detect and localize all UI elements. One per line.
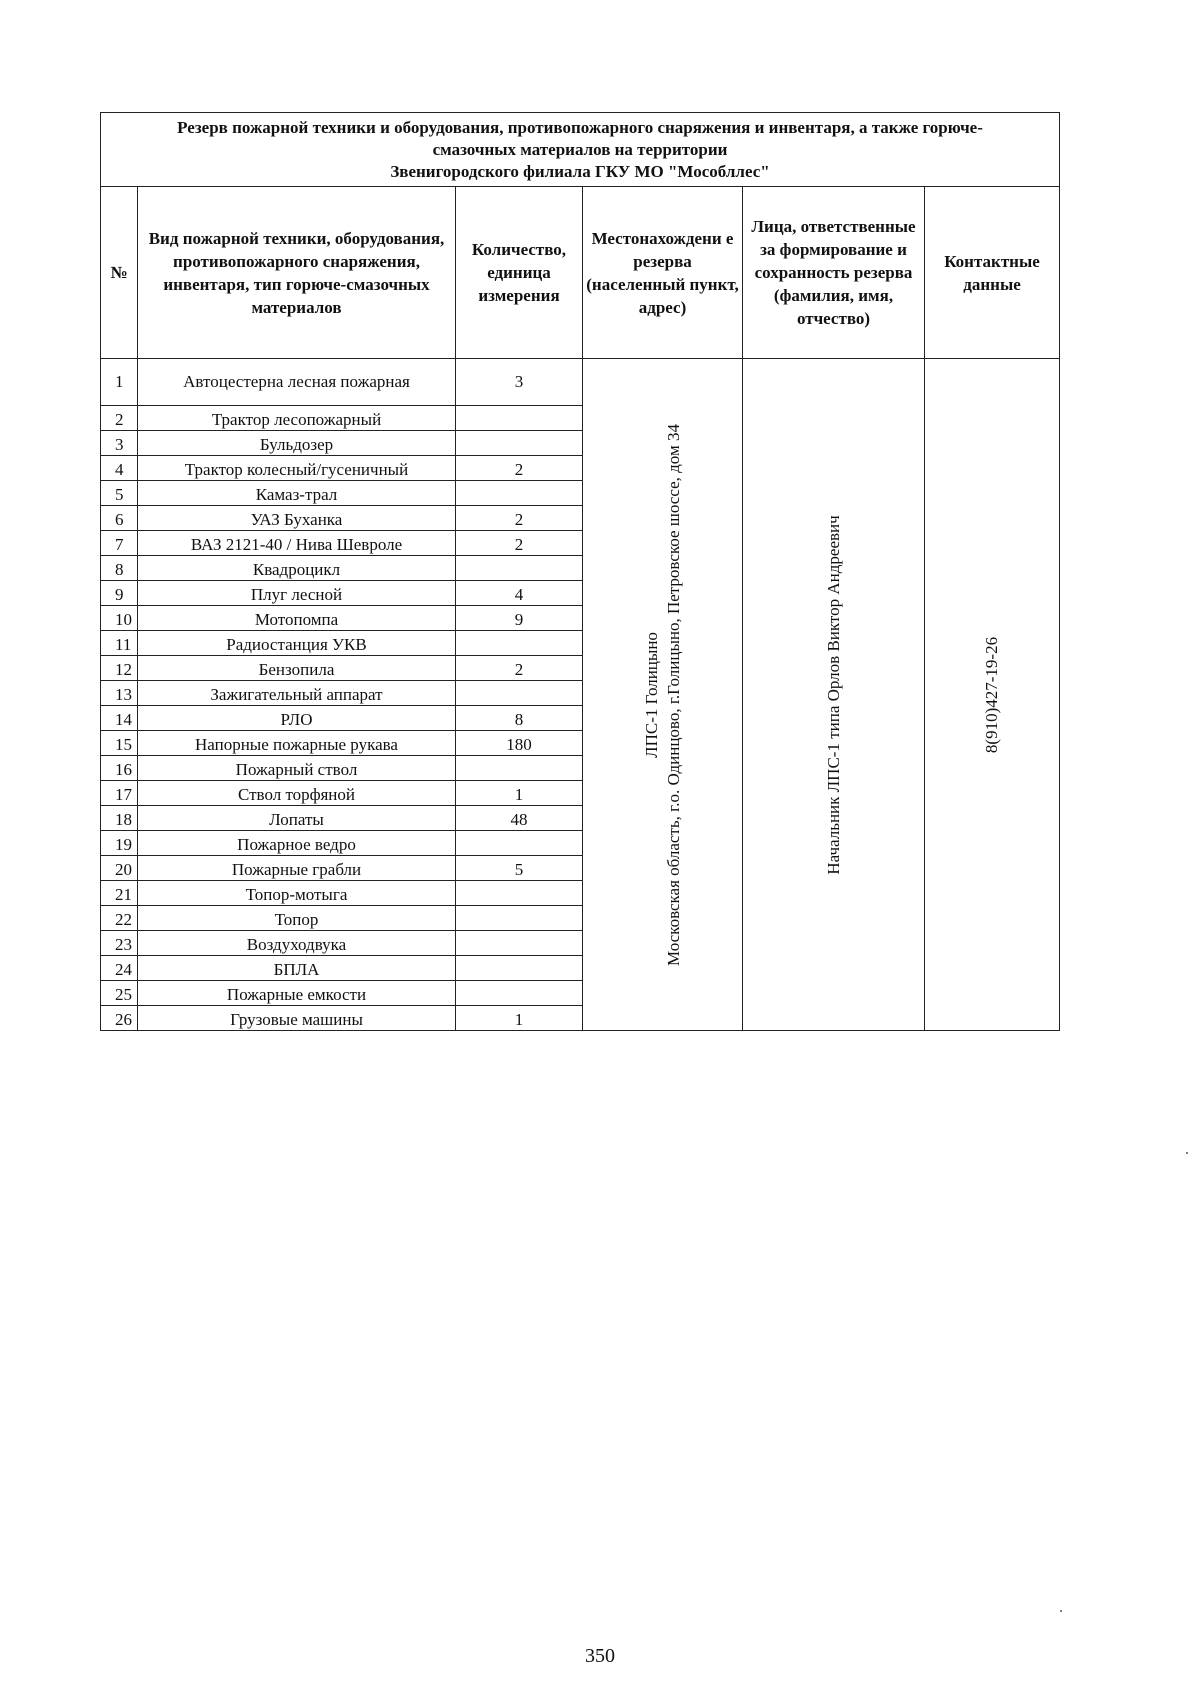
equipment-quantity bbox=[456, 956, 583, 981]
equipment-quantity bbox=[456, 431, 583, 456]
equipment-quantity bbox=[456, 931, 583, 956]
equipment-quantity bbox=[456, 831, 583, 856]
equipment-name: БПЛА bbox=[138, 956, 456, 981]
equipment-name: Пожарные грабли bbox=[138, 856, 456, 881]
page-number: 350 bbox=[585, 1645, 615, 1667]
equipment-quantity bbox=[456, 556, 583, 581]
row-number: 1 bbox=[101, 359, 138, 406]
table-row bbox=[101, 359, 1060, 406]
equipment-quantity: 5 bbox=[456, 856, 583, 881]
header-location: Местонахождени е резерва (населенный пункт, адрес) bbox=[583, 187, 743, 359]
table-title bbox=[101, 113, 1060, 187]
equipment-name: Трактор колесный/гусеничный bbox=[138, 456, 456, 481]
row-number: 9 bbox=[101, 581, 138, 606]
equipment-quantity bbox=[456, 981, 583, 1006]
header-contacts: Контактные данные bbox=[925, 187, 1060, 359]
table-title-line-1: Резерв пожарной техники и оборудования, противопожарного снаряжения и инвентаря, а также горюче- bbox=[177, 117, 983, 137]
row-number: 15 bbox=[101, 731, 138, 756]
row-number: 11 bbox=[101, 631, 138, 656]
equipment-quantity bbox=[456, 631, 583, 656]
equipment-quantity: 4 bbox=[456, 581, 583, 606]
row-number: 24 bbox=[101, 956, 138, 981]
equipment-name: Топор-мотыга bbox=[138, 881, 456, 906]
row-number: 18 bbox=[101, 806, 138, 831]
row-number: 22 bbox=[101, 906, 138, 931]
equipment-quantity: 2 bbox=[456, 506, 583, 531]
equipment-quantity: 1 bbox=[456, 1006, 583, 1031]
equipment-quantity: 2 bbox=[456, 456, 583, 481]
equipment-quantity bbox=[456, 756, 583, 781]
contact-cell bbox=[925, 359, 1060, 1031]
row-number: 17 bbox=[101, 781, 138, 806]
header-quantity: Количество, единица измерения bbox=[456, 187, 583, 359]
equipment-name: Топор bbox=[138, 906, 456, 931]
equipment-name: ВАЗ 2121-40 / Нива Шевроле bbox=[138, 531, 456, 556]
location-cell bbox=[583, 359, 743, 1031]
row-number: 12 bbox=[101, 656, 138, 681]
equipment-name: Бульдозер bbox=[138, 431, 456, 456]
scan-speck bbox=[1060, 1610, 1062, 1612]
location-text bbox=[641, 424, 685, 966]
row-number: 20 bbox=[101, 856, 138, 881]
responsible-person: Начальник ЛПС-1 типа Орлов Виктор Андреевич bbox=[823, 514, 843, 875]
equipment-quantity: 1 bbox=[456, 781, 583, 806]
equipment-name: Камаз-трал bbox=[138, 481, 456, 506]
equipment-name: Грузовые машины bbox=[138, 1006, 456, 1031]
row-number: 14 bbox=[101, 706, 138, 731]
equipment-quantity: 48 bbox=[456, 806, 583, 831]
equipment-name: Плуг лесной bbox=[138, 581, 456, 606]
equipment-name: Мотопомпа bbox=[138, 606, 456, 631]
row-number: 4 bbox=[101, 456, 138, 481]
header-num: № bbox=[101, 187, 138, 359]
equipment-name: Зажигательный аппарат bbox=[138, 681, 456, 706]
equipment-quantity: 9 bbox=[456, 606, 583, 631]
row-number: 10 bbox=[101, 606, 138, 631]
table-title-line-2: смазочных материалов на территории bbox=[432, 139, 728, 159]
row-number: 26 bbox=[101, 1006, 138, 1031]
row-number: 21 bbox=[101, 881, 138, 906]
equipment-quantity: 2 bbox=[456, 656, 583, 681]
row-number: 6 bbox=[101, 506, 138, 531]
equipment-quantity bbox=[456, 881, 583, 906]
row-number: 5 bbox=[101, 481, 138, 506]
row-number: 23 bbox=[101, 931, 138, 956]
equipment-name: Напорные пожарные рукава bbox=[138, 731, 456, 756]
equipment-name: Квадроцикл bbox=[138, 556, 456, 581]
row-number: 2 bbox=[101, 406, 138, 431]
equipment-quantity: 3 bbox=[456, 359, 583, 406]
equipment-name: Ствол торфяной bbox=[138, 781, 456, 806]
table-title-line-3: Звенигородского филиала ГКУ МО "Мособллес" bbox=[390, 161, 770, 181]
reserve-table bbox=[100, 112, 1060, 1031]
equipment-name: Пожарное ведро bbox=[138, 831, 456, 856]
row-number: 16 bbox=[101, 756, 138, 781]
location-address: Московская область, г.о. Одинцово, г.Голицыно, Петровское шоссе, дом 34 bbox=[663, 423, 683, 966]
equipment-quantity bbox=[456, 681, 583, 706]
equipment-name: Бензопила bbox=[138, 656, 456, 681]
row-number: 13 bbox=[101, 681, 138, 706]
equipment-name: РЛО bbox=[138, 706, 456, 731]
equipment-quantity: 2 bbox=[456, 531, 583, 556]
row-number: 8 bbox=[101, 556, 138, 581]
equipment-name: Лопаты bbox=[138, 806, 456, 831]
equipment-quantity bbox=[456, 906, 583, 931]
equipment-name: Пожарный ствол bbox=[138, 756, 456, 781]
equipment-name: Пожарные емкости bbox=[138, 981, 456, 1006]
row-number: 7 bbox=[101, 531, 138, 556]
responsible-cell bbox=[743, 359, 925, 1031]
row-number: 19 bbox=[101, 831, 138, 856]
header-responsible: Лица, ответственные за формирование и сохранность резерва (фамилия, имя, отчество) bbox=[743, 187, 925, 359]
row-number: 3 bbox=[101, 431, 138, 456]
header-equipment-type: Вид пожарной техники, оборудования, противопожарного снаряжения, инвентаря, тип горюче-смазочных материалов bbox=[138, 187, 456, 359]
equipment-name: Воздуходвука bbox=[138, 931, 456, 956]
equipment-quantity bbox=[456, 481, 583, 506]
table-header-row bbox=[101, 187, 1060, 359]
equipment-name: УАЗ Буханка bbox=[138, 506, 456, 531]
equipment-name: Трактор лесопожарный bbox=[138, 406, 456, 431]
equipment-name: Автоцестерна лесная пожарная bbox=[138, 359, 456, 406]
equipment-quantity: 180 bbox=[456, 731, 583, 756]
location-name: ЛПС-1 Голицыно bbox=[641, 631, 661, 758]
equipment-quantity bbox=[456, 406, 583, 431]
contact-phone: 8(910)427-19-26 bbox=[982, 636, 1001, 753]
row-number: 25 bbox=[101, 981, 138, 1006]
equipment-name: Радиостанция УКВ bbox=[138, 631, 456, 656]
scan-speck bbox=[1186, 1152, 1188, 1154]
equipment-quantity: 8 bbox=[456, 706, 583, 731]
